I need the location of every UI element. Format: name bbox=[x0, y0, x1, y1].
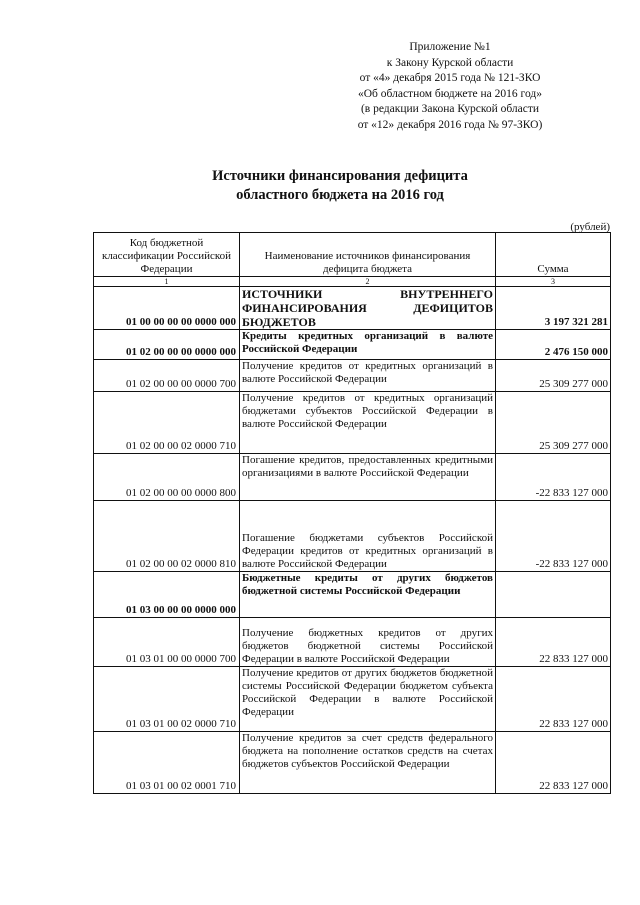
header-sum: Сумма bbox=[496, 233, 611, 277]
row-name: Кредиты кредитных организаций в валюте Российской Федерации bbox=[240, 330, 496, 360]
row-code: 01 03 01 00 00 0000 700 bbox=[94, 618, 240, 667]
appendix-line-2: к Закону Курской области bbox=[386, 56, 514, 69]
row-code: 01 02 00 00 00 0000 800 bbox=[94, 454, 240, 501]
row-name: Бюджетные кредиты от других бюджетов бюджетной системы Российской Федерации bbox=[240, 572, 496, 618]
units-label: (рублей) bbox=[570, 221, 610, 233]
appendix-line-3: от «4» декабря 2015 года № 121-ЗКО bbox=[359, 72, 541, 84]
row-code: 01 02 00 00 00 0000 000 bbox=[94, 330, 240, 360]
row-code: 01 02 00 00 02 0000 810 bbox=[94, 501, 240, 572]
row-sum: 22 833 127 000 bbox=[496, 618, 611, 667]
row-sum: 22 833 127 000 bbox=[496, 667, 611, 732]
row-name: Получение кредитов от кредитных организаций в валюте Российской Федерации bbox=[240, 360, 496, 392]
table-row bbox=[94, 572, 611, 618]
table-header-row bbox=[94, 233, 611, 277]
row-sum: 22 833 127 000 bbox=[496, 732, 611, 794]
appendix-line-1: Приложение №1 bbox=[409, 41, 491, 53]
row-name: Погашение кредитов, предоставленных кредитными организациями в валюте Российской Федерации bbox=[240, 454, 496, 501]
table-row bbox=[94, 667, 611, 732]
row-sum: -22 833 127 000 bbox=[496, 454, 611, 501]
row-name: Получение кредитов за счет средств федерального бюджета на пополнение остатков средств на счетах бюджетов субъектов Российской Федерации bbox=[240, 732, 496, 794]
row-code: 01 02 00 00 00 0000 700 bbox=[94, 360, 240, 392]
appendix-line-6: от «12» декабря 2016 года № 97-ЗКО) bbox=[357, 118, 543, 131]
header-code: Код бюджетной классификации Российской Федерации bbox=[94, 233, 240, 277]
appendix-line-4: «Об областном бюджете на 2016 год» bbox=[358, 87, 542, 100]
title-line-1: Источники финансирования дефицита bbox=[212, 168, 468, 184]
col-number-2: 2 bbox=[240, 277, 496, 287]
row-sum: 25 309 277 000 bbox=[496, 360, 611, 392]
table-row bbox=[94, 287, 611, 330]
row-code: 01 02 00 00 02 0000 710 bbox=[94, 392, 240, 454]
row-sum: 25 309 277 000 bbox=[496, 392, 611, 454]
row-name: Получение кредитов от кредитных организаций бюджетами субъектов Российской Федерации в валюте Российской Федерации bbox=[240, 392, 496, 454]
title-line-2: областного бюджета на 2016 год bbox=[236, 187, 444, 203]
appendix-line-5: (в редакции Закона Курской области bbox=[360, 103, 540, 115]
document-title bbox=[160, 167, 520, 205]
table-row bbox=[94, 501, 611, 572]
table-row bbox=[94, 392, 611, 454]
col-number-1: 1 bbox=[94, 277, 240, 287]
row-code: 01 00 00 00 00 0000 000 bbox=[94, 287, 240, 330]
table-row bbox=[94, 330, 611, 360]
row-name: Получение бюджетных кредитов от других бюджетов бюджетной системы Российской Федерации в валюте Российской Федерации bbox=[240, 618, 496, 667]
row-name: Получение кредитов от других бюджетов бюджетной системы Российской Федерации бюджетом субъекта Российской Федерации в валюте Российской Федерации bbox=[240, 667, 496, 732]
row-name: Погашение бюджетами субъектов Российской Федерации кредитов от кредитных организаций в валюте Российской Федерации bbox=[240, 501, 496, 572]
row-sum: 3 197 321 281 bbox=[496, 287, 611, 330]
row-sum: 2 476 150 000 bbox=[496, 330, 611, 360]
header-name: Наименование источников финансирования дефицита бюджета bbox=[240, 233, 496, 277]
financing-sources-table bbox=[93, 232, 611, 794]
row-sum bbox=[496, 572, 611, 618]
column-number-row bbox=[94, 277, 611, 287]
row-code: 01 03 01 00 02 0000 710 bbox=[94, 667, 240, 732]
appendix-header bbox=[300, 40, 600, 133]
col-number-3: 3 bbox=[496, 277, 611, 287]
row-code: 01 03 01 00 02 0001 710 bbox=[94, 732, 240, 794]
row-name: ИСТОЧНИКИ ВНУТРЕННЕГО ФИНАНСИРОВАНИЯ ДЕФИЦИТОВ БЮДЖЕТОВ bbox=[240, 287, 496, 330]
table-row bbox=[94, 360, 611, 392]
table-row bbox=[94, 732, 611, 794]
table-row bbox=[94, 454, 611, 501]
row-code: 01 03 00 00 00 0000 000 bbox=[94, 572, 240, 618]
row-sum: -22 833 127 000 bbox=[496, 501, 611, 572]
table-row bbox=[94, 618, 611, 667]
